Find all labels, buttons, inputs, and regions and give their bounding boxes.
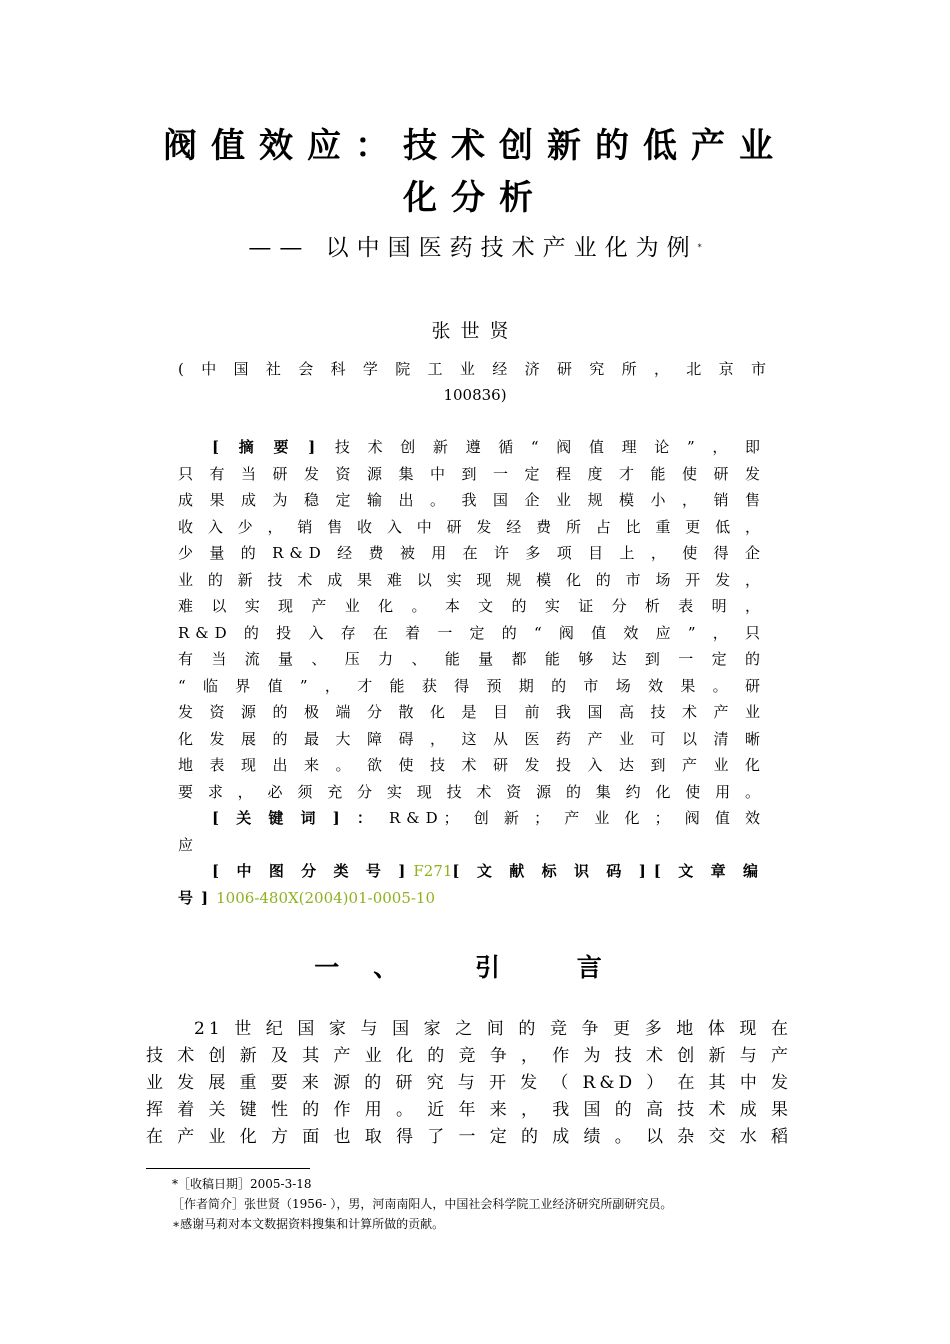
article-no-label-2: 号] <box>178 888 217 907</box>
abstract-label: [摘要] <box>212 438 324 456</box>
abstract-line: R&D的投入存在着一定的“阀值效应”，只 <box>178 623 766 642</box>
abstract-line: 难以实现产业化。本文的实证分析表明， <box>178 597 766 615</box>
abstract-line: 只有当研发资源集中到一定程度才能使研发 <box>178 464 766 483</box>
body-line: 技术创新及其产业化的竞争，作为技术创新与产 <box>146 1046 792 1066</box>
keywords-line-2: 应 <box>178 835 200 854</box>
body-line: 在产业化方面也取得了一定的成绩。以杂交水稻 <box>146 1127 792 1147</box>
abstract-line: 地表现出来。欲使技术研发投入达到产业化 <box>178 756 766 774</box>
subtitle-text: —— 以中国医药技术产业化为例 <box>248 235 698 261</box>
abstract-line: 发资源的极端分散化是目前我国高技术产业 <box>178 703 766 721</box>
body-line: 挥着关键性的作用。近年来，我国的高技术成果 <box>146 1100 792 1120</box>
abstract <box>178 434 766 911</box>
abstract-line: 成果成为稳定输出。我国企业规模小，销售 <box>178 491 766 509</box>
article-no-line <box>178 885 766 912</box>
doc-code-label: [文献标识码] <box>452 862 654 880</box>
clc-value: F271 <box>413 862 453 880</box>
footnote-received: *［收稿日期］2005-3-18 <box>172 1177 312 1191</box>
classification-line <box>178 858 766 885</box>
footnotes <box>172 1174 812 1234</box>
section-heading: 一、 引 言 <box>314 953 636 982</box>
body-line: 业发展重要来源的研究与开发（R&D）在其中发 <box>146 1073 792 1093</box>
subtitle <box>0 232 950 264</box>
title-line-2: 化分析 <box>403 178 547 218</box>
keywords-line <box>178 805 766 832</box>
article-no-label: [文章编 <box>653 862 766 880</box>
abstract-line: 业的新技术成果难以实现规模化的市场开发， <box>178 570 766 589</box>
abstract-line <box>178 434 766 461</box>
body-line: 21世纪国家与国家之间的竞争更多地体现在 <box>194 1019 792 1039</box>
article-no-value: 1006-480X(2004)01-0005-10 <box>216 888 436 907</box>
abstract-text: 技术创新遵循“阀值理论”，即 <box>323 438 766 456</box>
abstract-line: 要求，必须充分实现技术资源的集约化使用。 <box>178 782 766 801</box>
abstract-line: 少量的R&D经费被用在许多项目上，使得企 <box>178 544 766 562</box>
abstract-line: 化发展的最大障碍，这从医药产业可以清晰 <box>178 729 766 748</box>
footnote-author-bio: ［作者简介］张世贤（1956- ），男，河南南阳人，中国社会科学院工业经济研究所副研究员。 <box>172 1197 673 1211</box>
keywords-label: [关键词]： <box>212 809 389 827</box>
footnote-thanks: ∗感谢马莉对本文数据资料搜集和计算所做的贡献。 <box>172 1217 445 1231</box>
keywords-text: R&D；创新；产业化；阀值效 <box>389 809 766 827</box>
clc-label: [中图分类号] <box>212 862 414 880</box>
abstract-line: 有当流量、压力、能量都能够达到一定的 <box>178 650 766 668</box>
subtitle-footnote-mark: * <box>697 243 702 252</box>
body-text <box>146 1016 792 1151</box>
author-name: 张世贤 <box>431 320 519 342</box>
affiliation-line-2: 100836) <box>443 386 507 404</box>
affiliation-line-1: (中国社会科学院工业经济研究所，北京市 <box>178 360 772 378</box>
title-line-1: 阀值效应：技术创新的低产业 <box>163 126 787 166</box>
abstract-line: “临界值”，才能获得预期的市场效果。研 <box>178 676 766 695</box>
footnote-divider <box>146 1168 310 1169</box>
abstract-line: 收入少，销售收入中研发经费所占比重更低， <box>178 517 766 536</box>
